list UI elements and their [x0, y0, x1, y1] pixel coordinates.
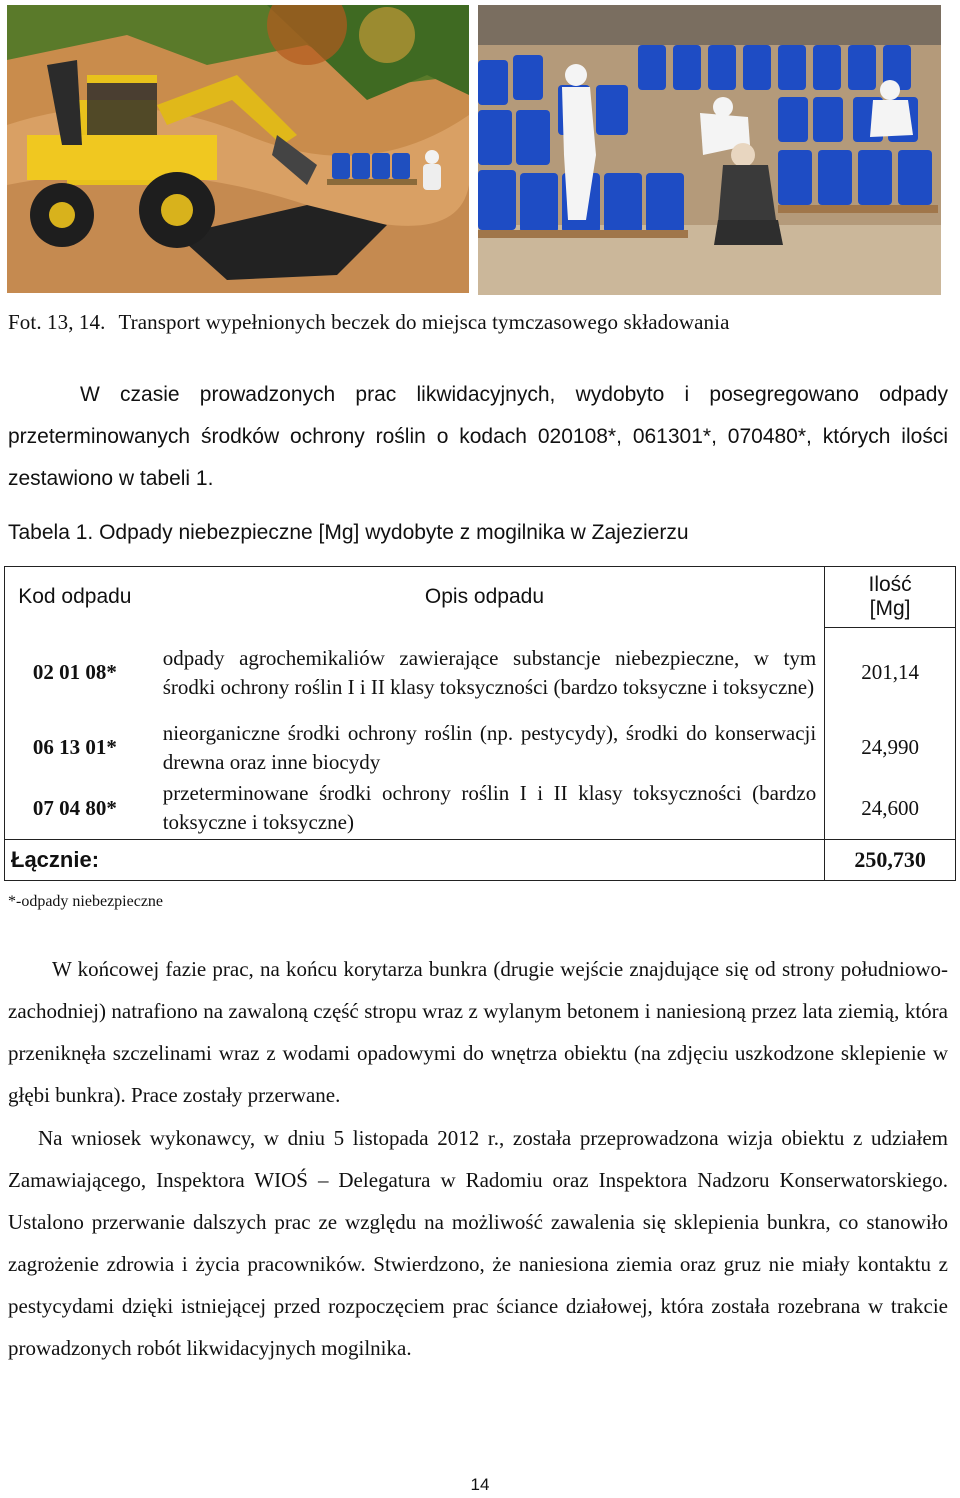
figure-caption-label: Fot. 13, 14. — [8, 310, 106, 334]
total-value: 250,730 — [825, 840, 956, 881]
page-number: 14 — [470, 1475, 490, 1494]
column-header-code: Kod odpadu — [5, 567, 145, 628]
waste-quantity: 24,990 — [825, 718, 956, 778]
figure-caption-text: Transport wypełnionych beczek do miejsca tymczasowego składowania — [118, 310, 730, 334]
column-header-quantity-line1: Ilość — [868, 573, 912, 596]
table-title: Tabela 1. Odpady niebezpieczne [Mg] wydobyte z mogilnika w Zajezierzu — [8, 521, 689, 544]
intro-paragraph — [8, 374, 948, 500]
body-text — [8, 948, 948, 1369]
table-footnote: *-odpady niebezpieczne — [8, 893, 164, 910]
intro-paragraph-text: W czasie prowadzonych prac likwidacyjnych, wydobyto i posegregowano odpady przeterminowanych środków ochrony roślin o kodach 020108*, 061301*, 070480*, których ilości zestawiono w tabeli 1. — [8, 383, 948, 490]
photo-backhoe-loader — [7, 5, 469, 293]
column-header-quantity-line2: [Mg] — [869, 597, 911, 620]
waste-code: 06 13 01* — [5, 718, 145, 778]
body-paragraph-2-text: Na wniosek wykonawcy, w dniu 5 listopada 2012 r., została przeprowadzona wizja obiektu z udziałem Zamawiającego, Inspektora WIOŚ – Delegatura w Radomiu oraz Inspektora Nadzoru Konserwatorskiego. Ustalono przerwanie dalszych prac ze względu na możliwość zawalenia się sklepienia bunkra, co stanowiło zagrożenie zdrowia i życia pracowników. Stwierdzono, że naniesiona ziemia oraz gruz nie miały kontaktu z pestycydami dzięki istniejącej przed rozpoczęciem prac ściance działowej, która została rozebrana w trakcie prowadzonych robót likwidacyjnych mogilnika. — [8, 1126, 948, 1360]
total-label: Łącznie: — [5, 840, 825, 881]
waste-code: 02 01 08* — [5, 628, 145, 718]
waste-table — [4, 566, 956, 881]
table-row — [5, 778, 956, 840]
column-header-quantity — [825, 567, 956, 628]
table-row — [5, 718, 956, 778]
table-total-row — [5, 840, 956, 881]
body-paragraph-2 — [8, 1117, 948, 1369]
backhoe-photo-illustration — [7, 5, 469, 293]
waste-quantity: 24,600 — [825, 778, 956, 840]
table-row — [5, 628, 956, 718]
waste-description: odpady agrochemikaliów zawierające substancje niebezpieczne, w tym środki ochrony roślin I i II klasy toksyczności (bardzo toksyczne i toksyczne) — [162, 645, 817, 699]
waste-description: przeterminowane środki ochrony roślin I i II klasy toksyczności (bardzo toksyczne i toksyczne) — [162, 781, 817, 835]
body-paragraph-1-text: W końcowej fazie prac, na końcu korytarza bunkra (drugie wejście znajdujące się od strony południowo-zachodniej) natrafiono na zawaloną część stropu wraz z wylanym betonem i naniesioną przez lata ziemią, która przeniknęła szczelinami wraz z wodami opadowymi do wnętrza obiektu (na zdjęciu uszkodzone sklepienie w głębi bunkra). Prace zostały przerwane. — [8, 957, 948, 1107]
body-paragraph-1 — [8, 948, 948, 1116]
photo-workers-barrels — [478, 5, 941, 295]
figure-caption — [8, 310, 730, 335]
waste-quantity: 201,14 — [825, 628, 956, 718]
waste-code: 07 04 80* — [5, 778, 145, 840]
column-header-description: Opis odpadu — [145, 567, 825, 628]
barrels-photo-illustration — [478, 5, 941, 295]
waste-description: nieorganiczne środki ochrony roślin (np. pestycydy), środki do konserwacji drewna oraz inne biocydy — [162, 720, 817, 774]
